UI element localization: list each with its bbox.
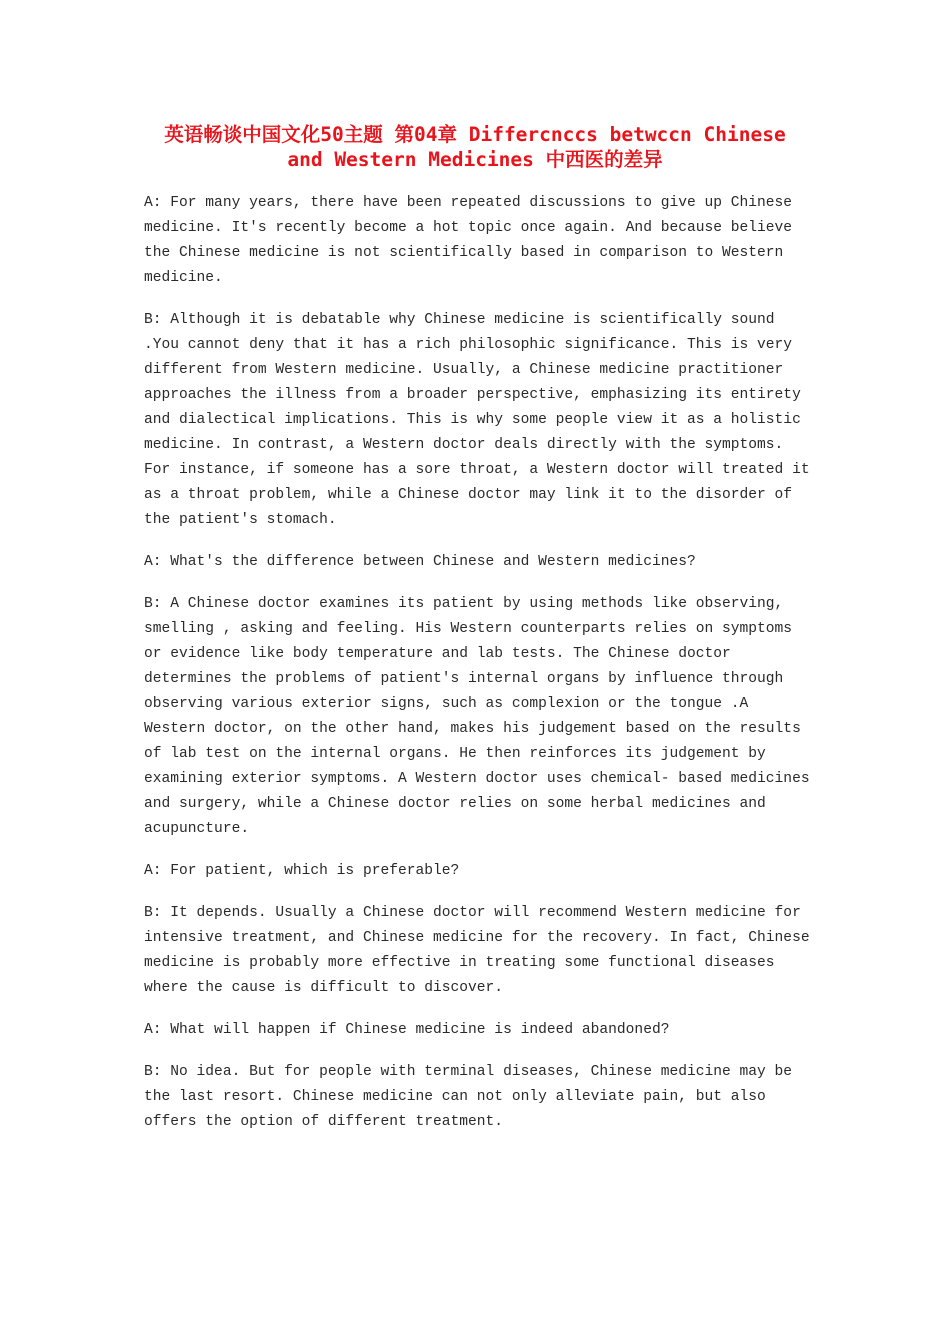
title-line-1: 英语畅谈中国文化50主题 第04章 Differcnccs betwccn Chinese <box>164 123 786 146</box>
dialogue-paragraph: B: A Chinese doctor examines its patient by using methods like observing, smelling , asking and feeling. His Western counterparts relies on symptoms or evidence like body temperature and lab tests. The Chinese doctor determines the problems of patient's internal organs by influence through observing various exterior signs, such as complexion or the tongue .A Western doctor, on the other hand, makes his judgement based on the results of lab test on the internal organs. He then reinforces its judgement by examining exterior symptoms. A Western doctor uses chemical- based medicines and surgery, while a Chinese doctor relies on some herbal medicines and acupuncture. <box>144 596 810 837</box>
dialogue-paragraph: B: No idea. But for people with terminal diseases, Chinese medicine may be the last resort. Chinese medicine can not only alleviate pain, but also offers the option of different treatment. <box>144 1064 793 1130</box>
document-title <box>130 122 820 172</box>
dialogue-paragraph: A: For patient, which is preferable? <box>144 863 460 879</box>
title-line-2: and Western Medicines 中西医的差异 <box>287 148 663 171</box>
dialogue-body <box>144 191 816 1152</box>
dialogue-paragraph: A: What will happen if Chinese medicine is indeed abandoned? <box>144 1022 670 1038</box>
dialogue-paragraph: A: For many years, there have been repeated discussions to give up Chinese medicine. It's recently become a hot topic once again. And because believe the Chinese medicine is not scientifically based in comparison to Western medicine. <box>144 195 793 286</box>
dialogue-paragraph: B: Although it is debatable why Chinese medicine is scientifically sound .You cannot deny that it has a rich philosophic significance. This is very different from Western medicine. Usually, a Chinese medicine practitioner approaches the illness from a broader perspective, emphasizing its entirety and dialectical implications. This is why some people view it as a holistic medicine. In contrast, a Western doctor deals directly with the symptoms. For instance, if someone has a sore throat, a Western doctor will treated it as a throat problem, while a Chinese doctor may link it to the disorder of the patient's stomach. <box>144 312 810 528</box>
dialogue-paragraph: A: What's the difference between Chinese and Western medicines? <box>144 554 696 570</box>
dialogue-paragraph: B: It depends. Usually a Chinese doctor will recommend Western medicine for intensive treatment, and Chinese medicine for the recovery. In fact, Chinese medicine is probably more effective in treating some functional diseases where the cause is difficult to discover. <box>144 905 810 996</box>
